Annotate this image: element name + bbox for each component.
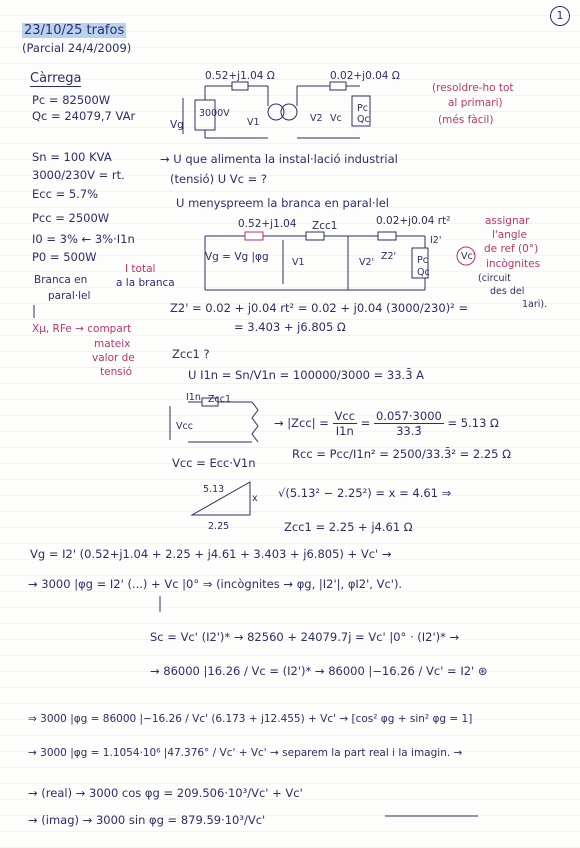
zcc1-res: = 5.13 Ω [447, 416, 499, 430]
equation-3: Sc = Vc' (I2')* → 82560 + 24079.7j = Vc' |0° · (I2')* → [150, 630, 460, 644]
c1-vc: Vc [330, 113, 342, 124]
zcc-fig-z: Zcc1 [208, 394, 231, 405]
c2-z2p: Z2' [381, 251, 397, 262]
equation-8: → (imag) → 3000 sin φg = 879.59·10³/Vc' [28, 813, 266, 827]
note-i-total: I total [125, 263, 156, 275]
note-assign-6: des del [490, 286, 525, 297]
c2-qc: Qc [417, 267, 430, 278]
note-resolve-3: (més fàcil) [438, 114, 494, 126]
c2-load [412, 248, 428, 278]
zcc1-num2: 0.057·3000 [375, 409, 442, 423]
circuit-1-drawing [183, 82, 370, 138]
neglect-branch: U menyspreem la branca en paral·lel [176, 196, 389, 210]
c1-pc: Pc [357, 103, 368, 114]
note-assign-5: (circuit [478, 273, 511, 284]
note-mateix: mateix [94, 338, 131, 350]
zcc-final: Zcc1 = 2.25 + j4.61 Ω [284, 520, 413, 534]
c1-transformer-coil2 [281, 104, 297, 120]
branch-line1: Branca en [34, 274, 88, 286]
given-sn: Sn = 100 KVA [32, 150, 112, 164]
zcc-equivalent-drawing [170, 398, 258, 442]
c2-vg: Vg = Vg |φg [205, 251, 269, 263]
given-qc: Qc = 24079,7 VAr [32, 109, 136, 123]
load-title: Càrrega [30, 71, 82, 86]
branch-note: a la branca [116, 277, 175, 289]
c2-zcc1: Zcc1 [312, 220, 338, 232]
zcc-fig-i: I1n [186, 392, 201, 403]
zcc-fig-v: Vcc [176, 421, 193, 432]
note-assign-2: l'angle [492, 229, 527, 241]
note-valor: valor de [92, 352, 135, 364]
c2-pc: Pc [417, 255, 428, 266]
c1-v1: V1 [247, 117, 260, 128]
note-resolve-1: (resoldre-ho tot [432, 82, 514, 94]
question-line: → U que alimenta la instal·lació industrial [160, 152, 398, 166]
question-line2: (tensió) U Vc = ? [170, 172, 268, 186]
c2-z1: 0.52+j1.04 [238, 218, 297, 230]
zcc1-num: Vcc [334, 409, 356, 423]
triangle-shape [192, 482, 250, 515]
c1-3000v: 3000V [199, 108, 230, 119]
note-assign-7: 1ari). [522, 299, 548, 310]
c1-z2-resistor [330, 82, 346, 90]
equation-1: Vg = I2' (0.52+j1.04 + 2.25 + j4.61 + 3.403 + j6.805) + Vc' → [30, 547, 392, 561]
c1-source [195, 100, 215, 130]
zcc-break-zigzag [252, 402, 258, 442]
exam-reference: (Parcial 24/4/2009) [22, 41, 132, 55]
circuit-2-drawing [205, 232, 475, 290]
triangle-hyp: 5.13 [203, 484, 225, 495]
c1-transformer-coil1 [268, 104, 284, 120]
c2-z2-resistor [378, 232, 396, 240]
zcc1-eq: → |Zcc| = $\frac{\text{Vcc}}{I1n}$ = $\frac{0.057\cdot 3000}{33.3̄}$ = 5.13 Ω [274, 409, 499, 438]
zcc1-lhs: → |Zcc| = [274, 416, 329, 430]
c1-z1-resistor [232, 82, 248, 90]
c2-v1: V1 [292, 257, 305, 268]
i1n-den: V1n [253, 368, 276, 382]
i1n-rhs: = 100000/3000 = 33.3̄ A [279, 368, 425, 382]
zcc-question: Zcc1 ? [172, 347, 210, 361]
c1-z2: 0.02+j0.04 Ω [330, 70, 400, 82]
given-ecc: Ecc = 5.7% [32, 187, 99, 201]
page-number: 1 [550, 6, 570, 26]
c1-qc: Qc [357, 114, 370, 125]
given-i0: I0 = 3% ← 3%·I1n [32, 232, 135, 246]
c2-vc: Vc' [461, 251, 476, 262]
rcc-eq: Rcc = Pcc/I1n² = 2500/33.3̄² = 2.25 Ω [292, 447, 511, 461]
given-pcc: Pcc = 2500W [32, 211, 110, 225]
triangle-x: x [252, 493, 258, 504]
branch-line2: paral·lel [48, 290, 91, 302]
note-assign-3: de ref (0°) [484, 243, 539, 255]
note-tensio: tensió [100, 366, 133, 378]
triangle-base: 2.25 [208, 521, 230, 532]
c2-i2: I2' [430, 235, 442, 246]
zcc1-den: I1n [335, 424, 354, 438]
z2prime-result: = 3.403 + j6.805 Ω [234, 320, 346, 334]
c1-load [352, 96, 370, 126]
c1-z1: 0.52+j1.04 Ω [205, 70, 275, 82]
given-pc: Pc = 82500W [32, 93, 111, 107]
i1n-eq: U I1n = Sn/V1n = 100000/3000 = 33.3̄ A [188, 368, 425, 382]
c2-vc-circle [457, 247, 475, 265]
equation-2: → 3000 |φg = I2' (...) + Vc |0° ⇒ (incògnites → φg, |I2'|, φI2', Vc'). [28, 577, 403, 591]
given-p0: P0 = 500W [32, 250, 97, 264]
i1n-num: Sn [235, 368, 250, 382]
zcc1-den2: 33.3̄ [396, 424, 422, 438]
c2-z1-resistor [245, 232, 263, 240]
c1-v2: V2 [310, 113, 323, 124]
z2prime-eq: Z2' = 0.02 + j0.04 rt² = 0.02 + j0.04 (3000/230)² = [170, 301, 469, 315]
date-title-text: 23/10/25 trafos [24, 23, 125, 38]
note-assign-4: incògnites [486, 258, 541, 270]
equation-7: → (real) → 3000 cos φg = 209.506·10³/Vc' + Vc' [28, 786, 303, 800]
c1-vg: Vg [170, 119, 184, 131]
note-resolve-2: al primari) [448, 97, 503, 109]
c2-z2: 0.02+j0.04 rt² [376, 215, 451, 227]
i1n-lhs: U I1n = [188, 368, 232, 382]
note-xm-rfe: Xμ, RFe → compart [32, 323, 132, 335]
equation-6: → 3000 |φg = 1.1054·10⁶ |47.376° / Vc' + Vc' → separem la part real i la imagin. → [28, 747, 463, 759]
equation-4: → 86000 |16.26 / Vc = (I2')* → 86000 |−16.26 / Vc' = I2' ⊛ [150, 664, 488, 678]
pythagoras-eq: √(5.13² − 2.25²) = x = 4.61 ⇒ [278, 486, 452, 500]
impedance-triangle [192, 482, 250, 515]
zcc-resistor [202, 398, 218, 406]
vcc-eq: Vcc = Ecc·V1n [172, 456, 256, 470]
c2-v2: V2' [359, 257, 375, 268]
equation-5: ⇒ 3000 |φg = 86000 |−16.26 / Vc' (6.173 + j12.455) + Vc' → [cos² φg + sin² φg = 1] [28, 713, 473, 725]
note-assign-1: assignar [485, 215, 530, 227]
c2-zcc-resistor [306, 232, 324, 240]
given-ratio: 3000/230V = rt. [32, 168, 125, 182]
